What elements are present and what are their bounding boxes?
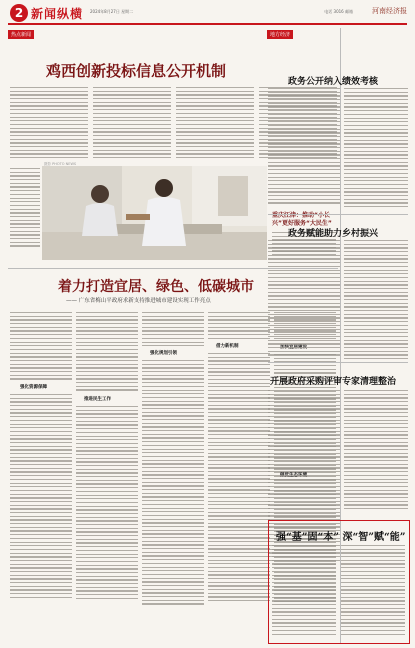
photo-credit: 摄影 PHOTO NEWS: [44, 162, 77, 166]
article-2-col-1b: [10, 394, 72, 601]
article-1-col-1: [10, 87, 88, 161]
article-2-col-2: [76, 312, 138, 393]
right-headline-3: 开展政府采购评审专家清理整治: [270, 377, 397, 387]
right-divider-2: [268, 362, 408, 363]
masthead-date: 2024年8月27日 星期二: [90, 9, 134, 14]
news-photo: [42, 166, 267, 260]
bottom-right-headline: 强“基”固“本” 深“智”赋“能”: [276, 532, 406, 543]
right-article-1-col-1: [268, 88, 340, 206]
article-2-col-3b: [142, 360, 204, 607]
masthead-contact: 电话 3016 邮箱: [324, 9, 353, 14]
section-head-2: 推进民生工作: [84, 397, 111, 402]
article-2-col-4: [208, 312, 270, 342]
bottom-right-col-1: [272, 545, 336, 637]
article-2-headline: 着力打造宜居、绿色、低碳城市: [58, 279, 254, 295]
article-2-col-2b: [76, 406, 138, 601]
article-2-col-1: [10, 312, 72, 382]
section-head-1: 强化资源保障: [20, 385, 47, 390]
photo-scene: [42, 166, 267, 260]
brand-logo: 河南经济报: [372, 7, 407, 15]
right-headline-1: 政务公开纳入绩效考核: [288, 77, 379, 87]
masthead-rule: [8, 23, 407, 25]
article-1-col-2: [93, 87, 171, 161]
article-1-headline: 鸡西创新投标信息公开机制: [46, 62, 227, 80]
article-2-col-3: [142, 312, 204, 349]
section-tag-right: 地方经济: [267, 30, 293, 39]
page-number-badge: 2: [10, 4, 28, 22]
right-article-1-col-2: [344, 88, 408, 210]
article-2-subtitle: —— 广东省梅山平政府求新支持推进城市建设实现工作亮点: [66, 298, 211, 304]
right-article-2-col-1: [268, 240, 340, 358]
section-name: 新闻纵横: [31, 7, 84, 21]
right-article-3-col-2: [344, 390, 408, 512]
right-divider-1: [268, 214, 408, 215]
right-headline-2: 政务赋能助力乡村振兴: [288, 229, 379, 239]
masthead: [0, 0, 415, 38]
photo-caption-title: 重庆江津：推动“小长兴”更好服务“大民生”: [272, 212, 332, 227]
right-article-2-col-2: [344, 240, 408, 362]
section-head-3: 强化规划引领: [150, 351, 177, 356]
article-1-col-3: [176, 87, 254, 161]
section-tag-left: 热点新闻: [8, 30, 34, 39]
article-1-col-1b: [10, 168, 40, 249]
bottom-right-col-2: [341, 545, 405, 637]
section-head-4: 借力新机制: [216, 344, 239, 349]
article-2-col-4b: [208, 353, 270, 604]
